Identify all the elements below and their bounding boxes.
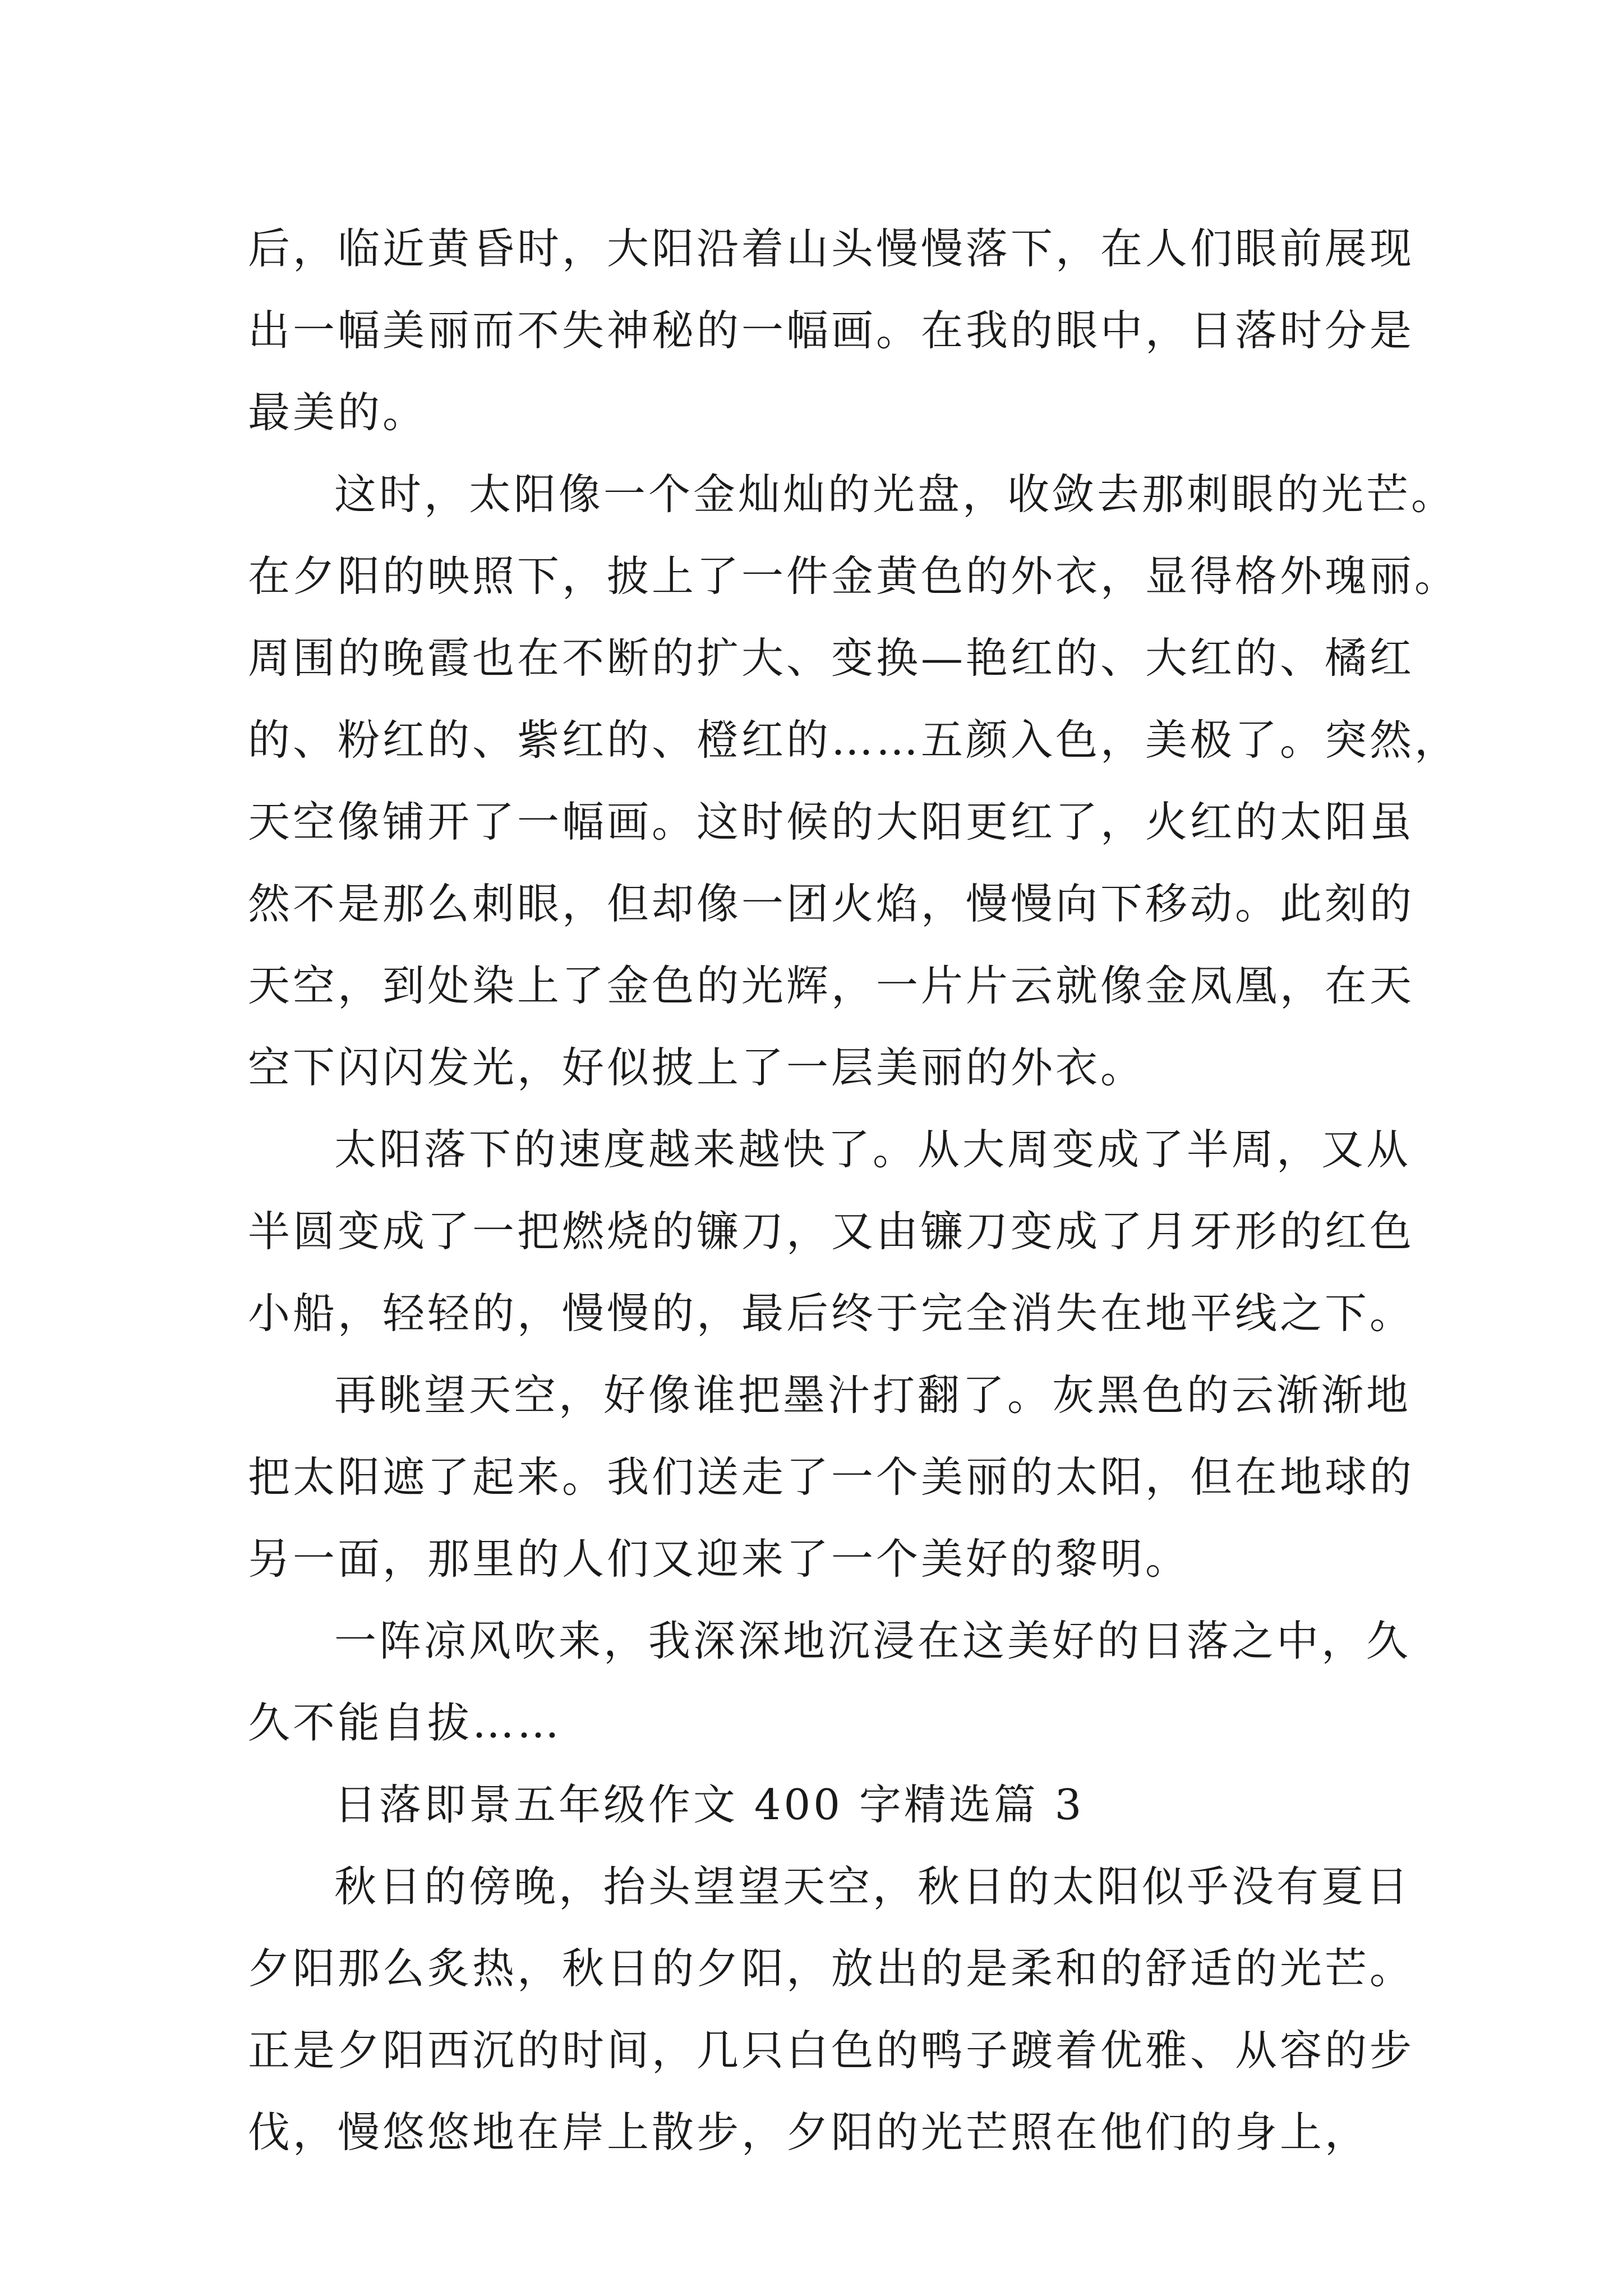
text-line: 另一面，那里的人们又迎来了一个美好的黎明。 — [248, 1534, 1191, 1584]
text-line: 天空，到处染上了金色的光辉，一片片云就像金凤凰，在天 — [248, 961, 1415, 1010]
text-line: 小船，轻轻的，慢慢的，最后终于完全消失在地平线之下。 — [248, 1289, 1415, 1338]
text-line: 然不是那么刺眼，但却像一团火焰，慢慢向下移动。此刻的 — [248, 879, 1415, 928]
text-line: 正是夕阳西沉的时间，几只白色的鸭子踱着优雅、从容的步 — [248, 2026, 1415, 2075]
text-line: 久不能自拔…… — [248, 1698, 562, 1747]
text-line: 这时，太阳像一个金灿灿的光盘，收敛去那刺眼的光芒。 — [334, 470, 1456, 519]
text-line: 后，临近黄昏时，大阳沿着山头慢慢落下，在人们眼前展现 — [248, 224, 1415, 273]
text-line: 秋日的傍晚，抬头望望天空，秋日的太阳似乎没有夏日 — [334, 1862, 1412, 1911]
text-line: 夕阳那么炙热，秋日的夕阳，放出的是柔和的舒适的光芒。 — [248, 1944, 1415, 1993]
text-line: 出一幅美丽而不失神秘的一幅画。在我的眼中，日落时分是 — [248, 306, 1415, 355]
text-line: 空下闪闪发光，好似披上了一层美丽的外衣。 — [248, 1043, 1146, 1092]
text-line: 把太阳遮了起来。我们送走了一个美丽的太阳，但在地球的 — [248, 1452, 1415, 1502]
text-line: 周围的晚霞也在不断的扩大、变换—艳红的、大红的、橘红 — [248, 633, 1415, 683]
text-line: 伐，慢悠悠地在岸上散步，夕阳的光芒照在他们的身上， — [248, 2108, 1370, 2157]
text-line: 一阵凉风吹来，我深深地沉浸在这美好的日落之中，久 — [334, 1616, 1412, 1665]
text-line: 天空像铺开了一幅画。这时候的大阳更红了，火红的太阳虽 — [248, 797, 1415, 846]
text-line: 的、粉红的、紫红的、橙红的……五颜入色，美极了。突然， — [248, 715, 1460, 765]
text-line: 半圆变成了一把燃烧的镰刀，又由镰刀变成了月牙形的红色 — [248, 1207, 1415, 1256]
text-line: 在夕阳的映照下，披上了一件金黄色的外衣，显得格外瑰丽。 — [248, 551, 1460, 601]
section-heading: 日落即景五年级作文 400 字精选篇 3 — [334, 1780, 1085, 1829]
essay-body — [248, 208, 1460, 2173]
text-line: 再眺望天空，好像谁把墨汁打翻了。灰黑色的云渐渐地 — [334, 1370, 1412, 1420]
text-line: 最美的。 — [248, 388, 428, 437]
text-line: 太阳落下的速度越来越快了。从大周变成了半周，又从 — [334, 1125, 1412, 1174]
